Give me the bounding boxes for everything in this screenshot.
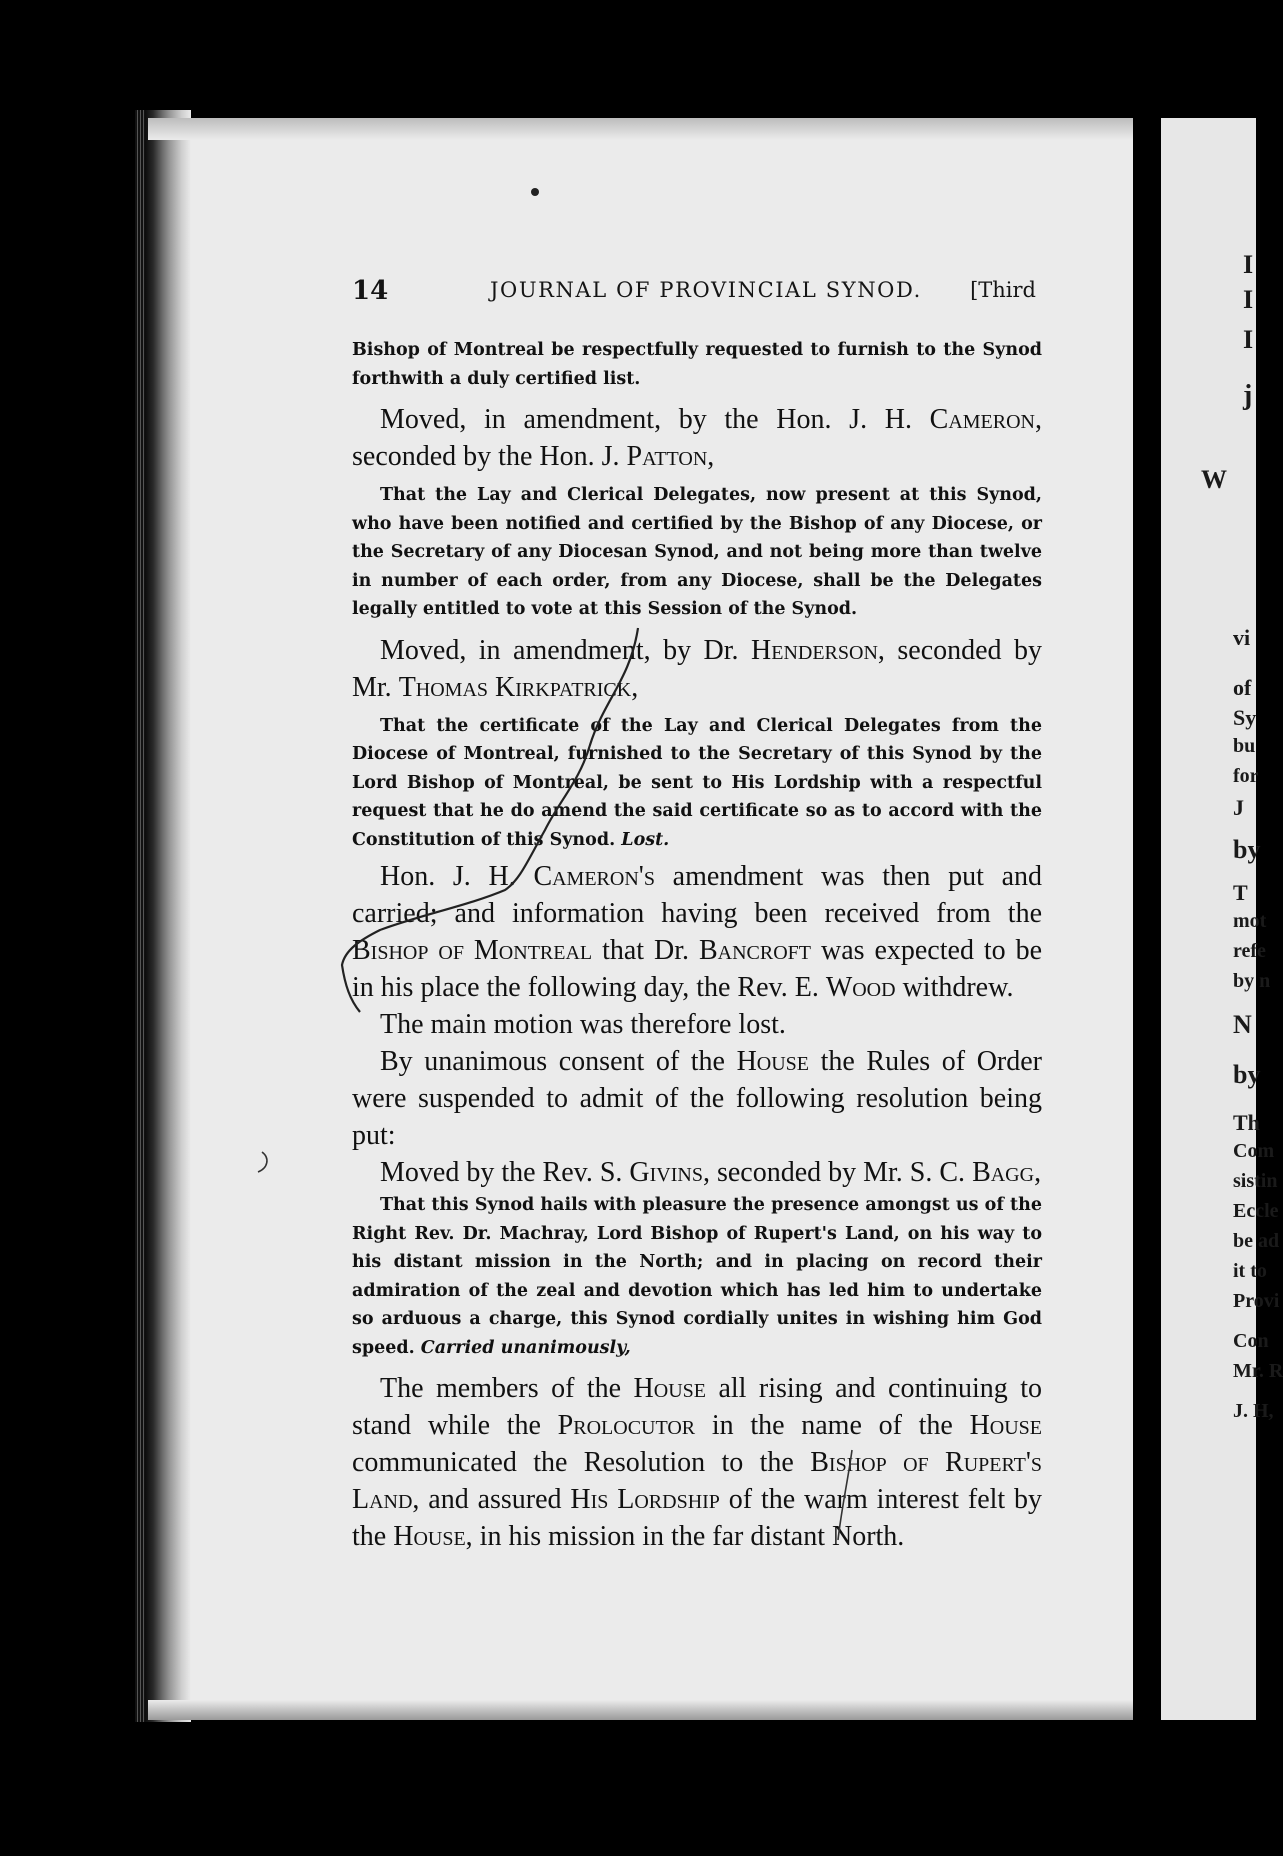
- adjacent-page-fragment: I: [1243, 285, 1254, 314]
- adjacent-page-fragment: Provi: [1233, 1290, 1280, 1312]
- page-body: [352, 336, 1042, 1555]
- adjacent-page-fragment: it to: [1233, 1260, 1267, 1282]
- adjacent-page-fragment: refe: [1233, 940, 1266, 962]
- binding-shadow: [145, 110, 191, 1722]
- adjacent-page-fragment: by: [1233, 1060, 1261, 1089]
- adjacent-page-fragment: sistin: [1233, 1170, 1278, 1192]
- result-carried: Carried unanimously,: [420, 1337, 631, 1358]
- name-kirkpatrick: Thomas Kirkpatrick,: [398, 671, 639, 703]
- adjacent-page-fragment: of: [1233, 675, 1252, 700]
- paragraph-givins-motion: Moved by the Rev. S. Givins, seconded by Mr. S. C. Bagg,: [380, 1157, 1042, 1188]
- name-henderson: Henderson,: [751, 634, 885, 666]
- paragraph-house-rising: The members of the House all rising and continuing to stand while the Prolocutor in the name of the House communicated the Resolution to the Bishop of Rupert's Land, and assured His Lordship of the warm interest felt by the House, in his mission in the far distant North.: [352, 1373, 1043, 1552]
- paragraph-cameron-motion: Moved, in amendment, by the Hon. J. H. Cameron, seconded by the Hon. J. Patton,: [352, 404, 1042, 472]
- adjacent-page-fragment: Sy: [1233, 705, 1257, 730]
- adjacent-page-fragment: J: [1233, 795, 1244, 820]
- adjacent-page: [1161, 118, 1283, 1720]
- paragraph-carryover: Bishop of Montreal be respectfully requested to furnish to the Synod forthwith a duly certified list.: [352, 340, 1042, 389]
- name-cameron: Cameron,: [929, 404, 1042, 435]
- adjacent-page-fragment: bu: [1233, 735, 1256, 757]
- adjacent-page-fragment: by n: [1233, 970, 1271, 992]
- adjacent-page-fragment: N: [1233, 1010, 1252, 1039]
- name-givins: Givins,: [629, 1157, 710, 1188]
- adjacent-page-fragment: J. H,: [1233, 1400, 1274, 1422]
- page-top-shade: [148, 118, 1133, 140]
- paragraph-cameron-resolution: That the Lay and Clerical Delegates, now present at this Synod, who have been notified and certified by the Bishop of any Diocese, or the Secretary of any Diocesan Synod, and not being more than twelve in number of each order, from any Diocese, shall be the Delegates legally entitled to vote at this Session of the Synod.: [352, 485, 1042, 619]
- adjacent-page-fragment: I: [1243, 250, 1254, 279]
- journal-title: JOURNAL OF PROVINCIAL SYNOD.: [490, 278, 922, 302]
- adjacent-page-fragment: Th: [1233, 1110, 1260, 1135]
- name-bagg: Bagg,: [972, 1157, 1042, 1188]
- spine-gap: [1133, 0, 1161, 1856]
- result-lost: Lost.: [621, 829, 670, 850]
- running-head: [352, 276, 1042, 312]
- adjacent-page-fragment: Eccle: [1233, 1200, 1279, 1222]
- paragraph-rules-suspended: By unanimous consent of the House the Rules of Order were suspended to admit of the following resolution being put:: [352, 1046, 1043, 1151]
- adjacent-page-fragment: mot: [1233, 910, 1267, 932]
- adjacent-page-fragment: for: [1233, 765, 1259, 787]
- adjacent-page-fragment: W: [1201, 465, 1227, 494]
- page-number: 14: [352, 276, 389, 306]
- adjacent-page-fragment: T: [1233, 880, 1248, 905]
- paragraph-amendment-carried: Hon. J. H. Cameron's amendment was then put and carried; and information having been received from the Bishop of Montreal that Dr. Bancroft was expected to be in his place the following day, the Rev. E. Wood withdrew.: [352, 861, 1043, 1003]
- name-patton: Patton,: [626, 441, 715, 472]
- paragraph-main-motion-lost: The main motion was therefore lost.: [380, 1009, 786, 1040]
- paragraph-henderson-motion: Moved, in amendment, by Dr. Henderson, seconded by Mr. Thomas Kirkpatrick,: [352, 634, 1043, 703]
- adjacent-page-fragment: be ad: [1233, 1230, 1280, 1252]
- paragraph-machray-resolution: That this Synod hails with pleasure the presence amongst us of the Right Rev. Dr. Machray, Lord Bishop of Rupert's Land, on his way to his distant mission in the North; and in placing on record their admiration of the zeal and devotion which has led him to undertake so arduous a charge, this Synod cordially unites in wishing him God speed. Carried unanimously,: [352, 1195, 1042, 1358]
- adjacent-page-fragment: vi: [1233, 625, 1251, 650]
- adjacent-page-fragment: by: [1233, 835, 1261, 864]
- adjacent-page-fragment: I: [1243, 325, 1254, 354]
- adjacent-page-fragment: Con: [1233, 1330, 1269, 1352]
- adjacent-page-fragment: Mr. R: [1233, 1360, 1283, 1382]
- page-bottom-shade: [148, 1700, 1133, 1720]
- section-label: [Third: [970, 278, 1036, 302]
- paragraph-henderson-resolution: That the certificate of the Lay and Clerical Delegates from the Diocese of Montreal, furnished to the Secretary of this Synod by the Lord Bishop of Montreal, be sent to His Lordship with a respectful request that he do amend the said certificate so as to accord with the Constitution of this Synod. Lost.: [352, 715, 1042, 850]
- adjacent-page-fragment: Com: [1233, 1140, 1275, 1162]
- adjacent-page-fragment: j: [1243, 380, 1253, 411]
